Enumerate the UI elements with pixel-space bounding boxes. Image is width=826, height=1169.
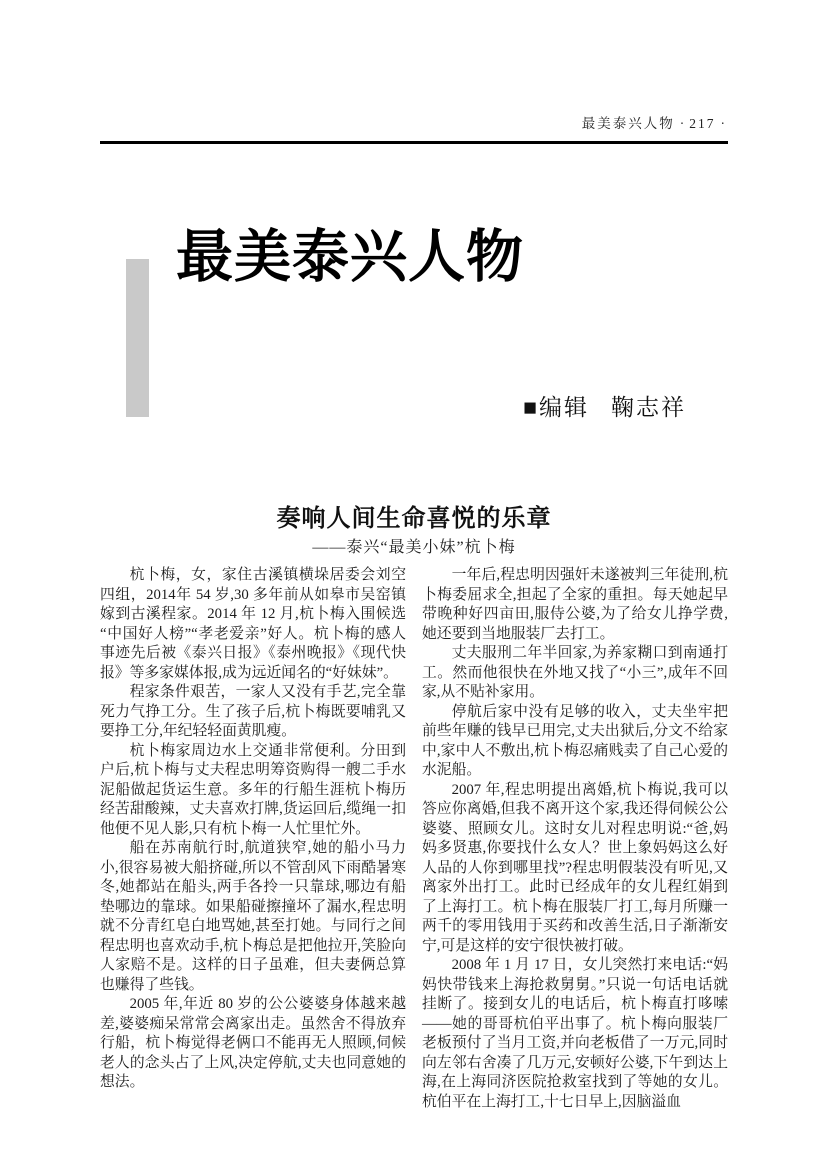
paragraph: 一年后,程忠明因强奸未遂被判三年徒刑,杭卜梅委屈求全,担起了全家的重担。每天她起早带晚种好四亩田,服侍公婆,为了给女儿挣学费,她还要到当地服装厂去打工。 (422, 567, 728, 642)
paragraph: 杭卜梅，女，家住古溪镇横垛居委会刘空四组，2014年 54 岁,30 多年前从如皋市吴窑镇嫁到古溪程家。2014 年 12 月,杭卜梅入围候选“中国好人榜”“孝老爱亲”好人。杭卜梅的感人事迹先后被《泰兴日报》《泰州晚报》《现代快报》等多家媒体报,成为远近闻名的“好妹妹”。 (100, 567, 406, 681)
running-head-title: 最美泰兴人物 (581, 116, 675, 131)
paragraph: 停航后家中没有足够的收入，丈夫坐牢把前些年赚的钱早已用完,丈夫出狱后,分文不给家中,家中人不敷出,杭卜梅忍痛贱卖了自己心爱的水泥船。 (422, 703, 728, 778)
article-body (100, 566, 728, 1112)
paragraph: 船在苏南航行时,航道狭窄,她的船小马力小,很容易被大船挤碰,所以不管刮风下雨酷暑寒冬,她都站在船头,两手各拎一只靠球,哪边有船垫哪边的靠球。如果船碰擦撞坏了漏水,程忠明就不分青红皂白地骂她,甚至打她。与同行之间程忠明也喜欢动手,杭卜梅总是把他拉开,笑脸向人家赔不是。这样的日子虽难，但夫妻俩总算也赚得了些钱。 (100, 840, 406, 993)
paragraph: 2008 年 1 月 17 日，女儿突然打来电话:“妈妈快带钱来上海抢救舅舅。”只说一句话电话就挂断了。接到女儿的电话后，杭卜梅直打哆嗦——她的哥哥杭伯平出事了。杭卜梅向服装厂老板预付了当月工资,并向老板借了一万元,同时向左邻右舍凑了几万元,安顿好公婆,下午到达上海,在上海同济医院抢救室找到了等她的女儿。杭伯平在上海打工,十七日早上,因脑溢血 (422, 957, 728, 1110)
separator-dot: · (720, 116, 725, 131)
page-number: 217 (689, 116, 716, 131)
article-subtitle: ——泰兴“最美小妹”杭卜梅 (312, 539, 516, 556)
right-column (422, 566, 728, 1112)
paragraph: 2005 年,年近 80 岁的公公婆婆身体越来越差,婆婆痴呆常常会离家出走。虽然舍不得放弃行船，杭卜梅觉得老俩口不能再无人照顾,伺候老人的念头占了上风,决定停航,丈夫也同意她的想法。 (100, 996, 406, 1090)
header-rule (100, 141, 728, 144)
paragraph: 杭卜梅家周边水上交通非常便利。分田到户后,杭卜梅与丈夫程忠明筹资购得一艘二手水泥船做起货运生意。多年的行船生涯杭卜梅历经苦甜酸辣，丈夫喜欢打牌,货运回后,缆绳一扣他便不见人影,只有杭卜梅一人忙里忙外。 (100, 742, 406, 837)
paragraph: 程家条件艰苦，一家人又没有手艺,完全靠死力气挣工分。生了孩子后,杭卜梅既要哺乳又要挣工分,年纪轻轻面黄肌瘦。 (100, 684, 406, 739)
paragraph: 2007 年,程忠明提出离婚,杭卜梅说,我可以答应你离婚,但我不离开这个家,我还得伺候公公婆婆、照顾女儿。这时女儿对程忠明说:“爸,妈妈多贤惠,你要找什么女人？世上象妈妈这么好人品的人你到哪里找”?程忠明假装没有听见,又离家外出打工。此时已经成年的女儿程红娟到了上海打工。杭卜梅在服装厂打工,每月所赚一两千的零用钱用于买药和改善生活,日子渐渐安宁,可是这样的安宁很快被打破。 (422, 781, 728, 954)
article-title: 奏响人间生命喜悦的乐章 (276, 505, 552, 532)
square-marker-icon: ■ (523, 395, 537, 420)
editor-credit (100, 389, 686, 422)
paragraph: 丈夫服刑二年半回家,为养家糊口到南通打工。然而他很快在外地又找了“小三”,成年不回家,从不贴补家用。 (422, 645, 728, 700)
section-title: 最美泰兴人物 (176, 226, 524, 289)
left-column (100, 566, 406, 1112)
editor-label: 编辑 (539, 395, 589, 420)
editor-name: 鞠志祥 (611, 395, 686, 420)
separator-dot: · (679, 116, 685, 131)
running-head (100, 112, 730, 132)
